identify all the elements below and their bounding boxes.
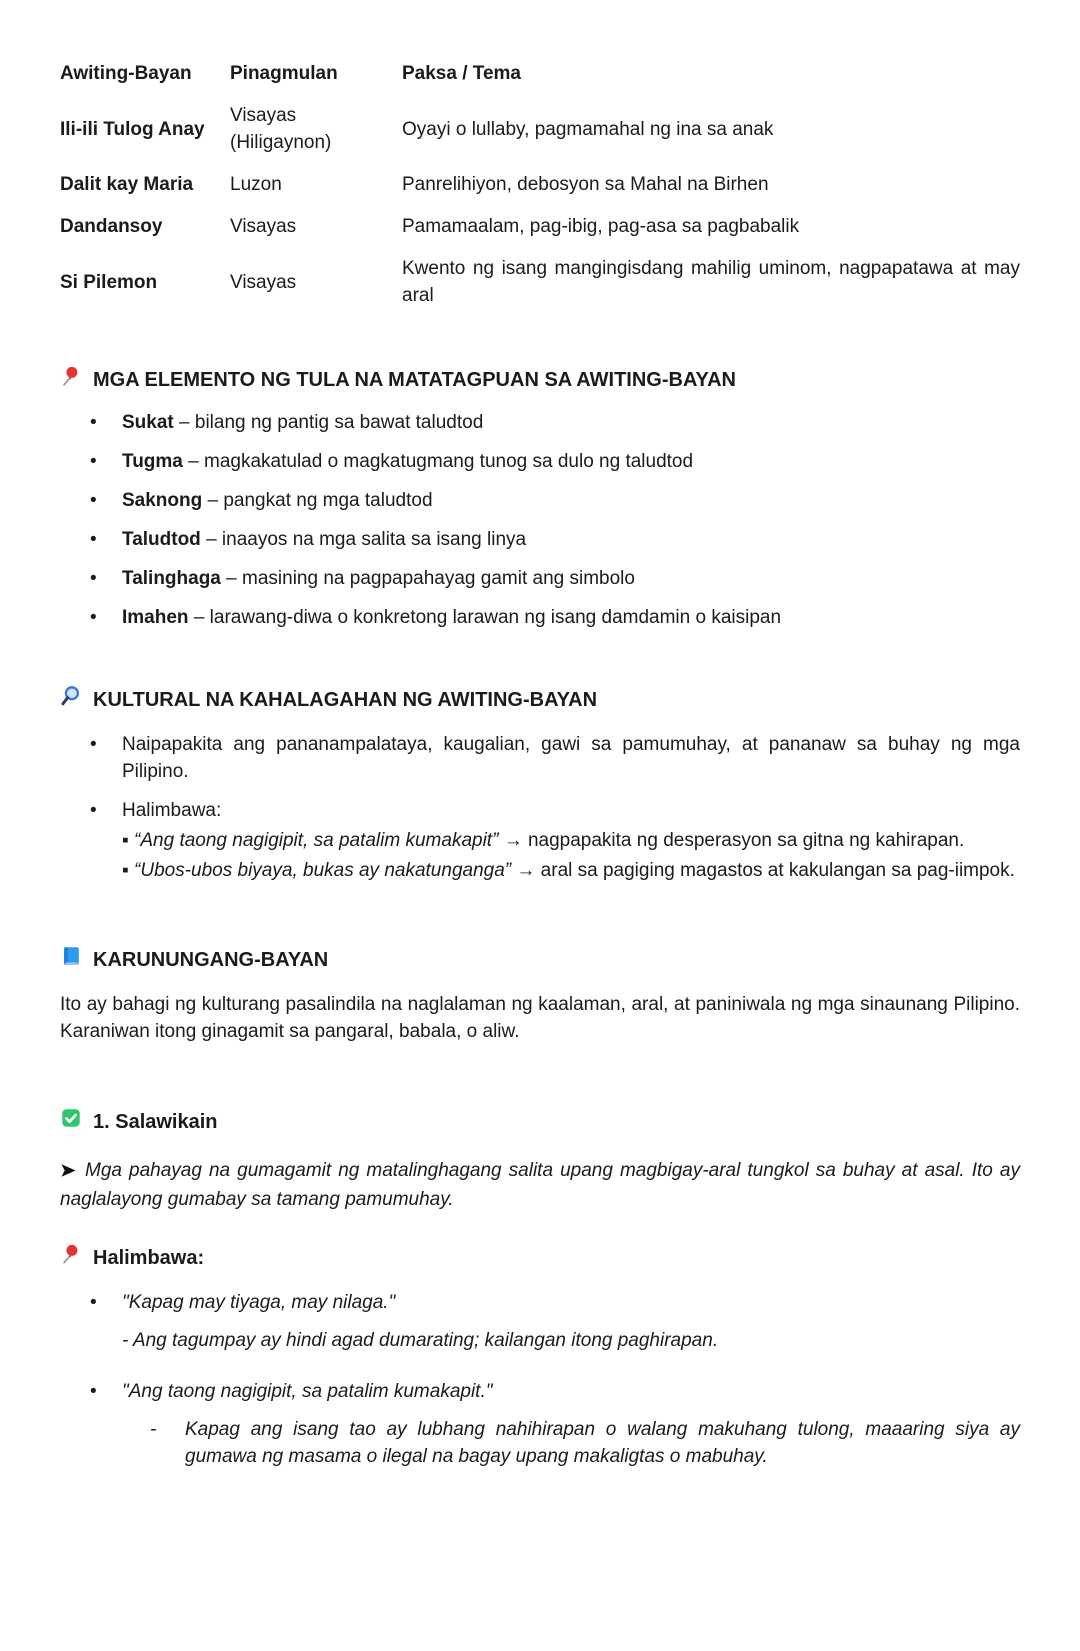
proverb-meaning-text: Kapag ang isang tao ay lubhang nahihirapan o walang makuhang tulong, maaaring siya ay gumawa ng masama o ilegal na bagay upang makaligtas o mabuhay. — [185, 1419, 1020, 1467]
list-item — [90, 409, 1020, 436]
proverb-quote: “Ang taong nagigipit, sa patalim kumakapit” — [134, 830, 499, 851]
term: Taludtod — [122, 529, 201, 550]
proverb-meaning: nagpapakita ng desperasyon sa gitna ng kahirapan. — [527, 830, 965, 851]
column-header-song: Awiting-Bayan — [60, 63, 192, 84]
table-row-song: Dalit kay Maria — [60, 174, 194, 195]
pushpin-icon — [60, 1243, 82, 1273]
term-description: – magkakatulad o magkatugmang tunog sa dulo ng taludtod — [188, 451, 694, 472]
bullet-marker: • — [90, 529, 97, 550]
section-title: KULTURAL NA KAHALAGAHAN NG AWITING-BAYAN — [93, 689, 598, 711]
table-row-origin: Visayas — [230, 271, 297, 293]
salawikain-example — [90, 1378, 1020, 1470]
term-description: – bilang ng pantig sa bawat taludtod — [179, 412, 484, 433]
section-heading-karunungan — [60, 945, 1020, 975]
bullet-marker: • — [90, 451, 97, 472]
salawikain-definition — [60, 1157, 1020, 1213]
proverb-quote: "Ang taong nagigipit, sa patalim kumakapit." — [122, 1381, 493, 1402]
term-description: – inaayos na mga salita sa isang linya — [206, 529, 527, 550]
dash-marker: - — [150, 1419, 157, 1440]
kultural-list — [90, 731, 1020, 887]
square-bullet-marker: ▪ — [122, 860, 129, 881]
term-description: – larawang-diwa o konkretong larawan ng isang damdamin o kaisipan — [193, 607, 782, 628]
salawikain-examples — [90, 1289, 1020, 1470]
term-description: – pangkat ng mga taludtod — [207, 490, 433, 511]
term: Tugma — [122, 451, 183, 472]
list-item — [90, 731, 1020, 785]
bullet-marker: • — [90, 412, 97, 433]
table-row-origin: Luzon — [230, 174, 282, 195]
halimbawa-heading — [60, 1243, 1020, 1273]
proverb-meaning: - Ang tagumpay ay hindi agad dumarating; kailangan itong paghirapan. — [122, 1330, 719, 1351]
check-icon — [60, 1107, 82, 1137]
table-row-theme: Kwento ng isang mangingisdang mahilig uminom, nagpapatawa at may aral — [402, 258, 1020, 306]
proverb-quote: “Ubos-ubos biyaya, bukas ay nakatunganga” — [134, 860, 512, 881]
table-row-theme: Pamamaalam, pag-ibig, pag-asa sa pagbabalik — [402, 216, 800, 237]
definition-text: Mga pahayag na gumagamit ng matalinghagang salita upang magbigay-aral tungkol sa buhay at asal. Ito ay naglalayong gumabay sa tamang pamumuhay. — [60, 1160, 1020, 1210]
halimbawa-label: Halimbawa: — [93, 1247, 205, 1269]
table-row-theme: Oyayi o lullaby, pagmamahal ng ina sa anak — [402, 118, 774, 140]
karunungan-paragraph: Ito ay bahagi ng kulturang pasalindila na naglalaman ng kaalaman, aral, at paniniwala ng mga sinaunang Pilipino. Karaniwan itong ginagamit sa pangaral, babala, o aliw. — [60, 994, 1020, 1042]
table-row-song: Si Pilemon — [60, 271, 158, 293]
table-row-origin: Visayas (Hiligaynon) — [230, 105, 332, 153]
pushpin-icon — [60, 365, 82, 395]
term: Saknong — [122, 490, 203, 511]
section-title: KARUNUNGANG-BAYAN — [93, 949, 329, 971]
list-item — [90, 797, 1020, 887]
bullet-marker: • — [90, 607, 97, 628]
term: Imahen — [122, 607, 189, 628]
arrow-right-glyph: → — [503, 830, 523, 851]
column-header-theme: Paksa / Tema — [402, 63, 522, 84]
list-item — [90, 565, 1020, 592]
kultural-example — [122, 857, 1020, 884]
section-title: 1. Salawikain — [93, 1111, 218, 1133]
examples-label: Halimbawa: — [122, 800, 222, 821]
section-heading-salawikain — [60, 1107, 1020, 1137]
column-header-origin: Pinagmulan — [230, 63, 338, 84]
table-row-origin: Visayas — [230, 216, 297, 237]
bullet-marker: • — [90, 568, 97, 589]
list-item — [90, 448, 1020, 475]
term: Talinghaga — [122, 568, 221, 589]
section-heading-elemento — [60, 365, 1020, 395]
proverb-meaning — [150, 1416, 1020, 1470]
list-item — [90, 487, 1020, 514]
square-bullet-marker: ▪ — [122, 830, 129, 851]
bullet-marker: • — [90, 490, 97, 511]
proverb-meaning: aral sa pagiging magastos at kakulangan sa pag-iimpok. — [540, 860, 1015, 881]
section-title: MGA ELEMENTO NG TULA NA MATATAGPUAN SA AWITING-BAYAN — [93, 369, 736, 391]
salawikain-example — [90, 1289, 1020, 1366]
book-icon — [60, 945, 82, 975]
term: Sukat — [122, 412, 174, 433]
folk-songs-table — [60, 60, 1020, 309]
arrowhead-icon — [60, 1159, 77, 1186]
table-row-theme: Panrelihiyon, debosyon sa Mahal na Birhen — [402, 174, 769, 195]
kultural-point: Naipapakita ang pananampalataya, kaugalian, gawi sa pamumuhay, at pananaw sa buhay ng mga Pilipino. — [122, 734, 1020, 782]
bullet-marker: • — [90, 734, 97, 755]
elemento-list — [90, 409, 1020, 631]
bullet-marker: • — [90, 1292, 97, 1313]
bullet-marker: • — [90, 1381, 97, 1402]
proverb-quote: "Kapag may tiyaga, may nilaga." — [122, 1292, 396, 1313]
term-description: – masining na pagpapahayag gamit ang simbolo — [226, 568, 635, 589]
table-row-song: Dandansoy — [60, 216, 163, 237]
section-heading-kultural — [60, 685, 1020, 715]
table-row-song: Ili-ili Tulog Anay — [60, 118, 205, 140]
kultural-example — [122, 827, 1020, 854]
list-item — [90, 526, 1020, 553]
arrow-right-glyph: → — [516, 860, 536, 881]
list-item — [90, 604, 1020, 631]
magnifier-icon — [60, 685, 82, 715]
bullet-marker: • — [90, 800, 97, 821]
